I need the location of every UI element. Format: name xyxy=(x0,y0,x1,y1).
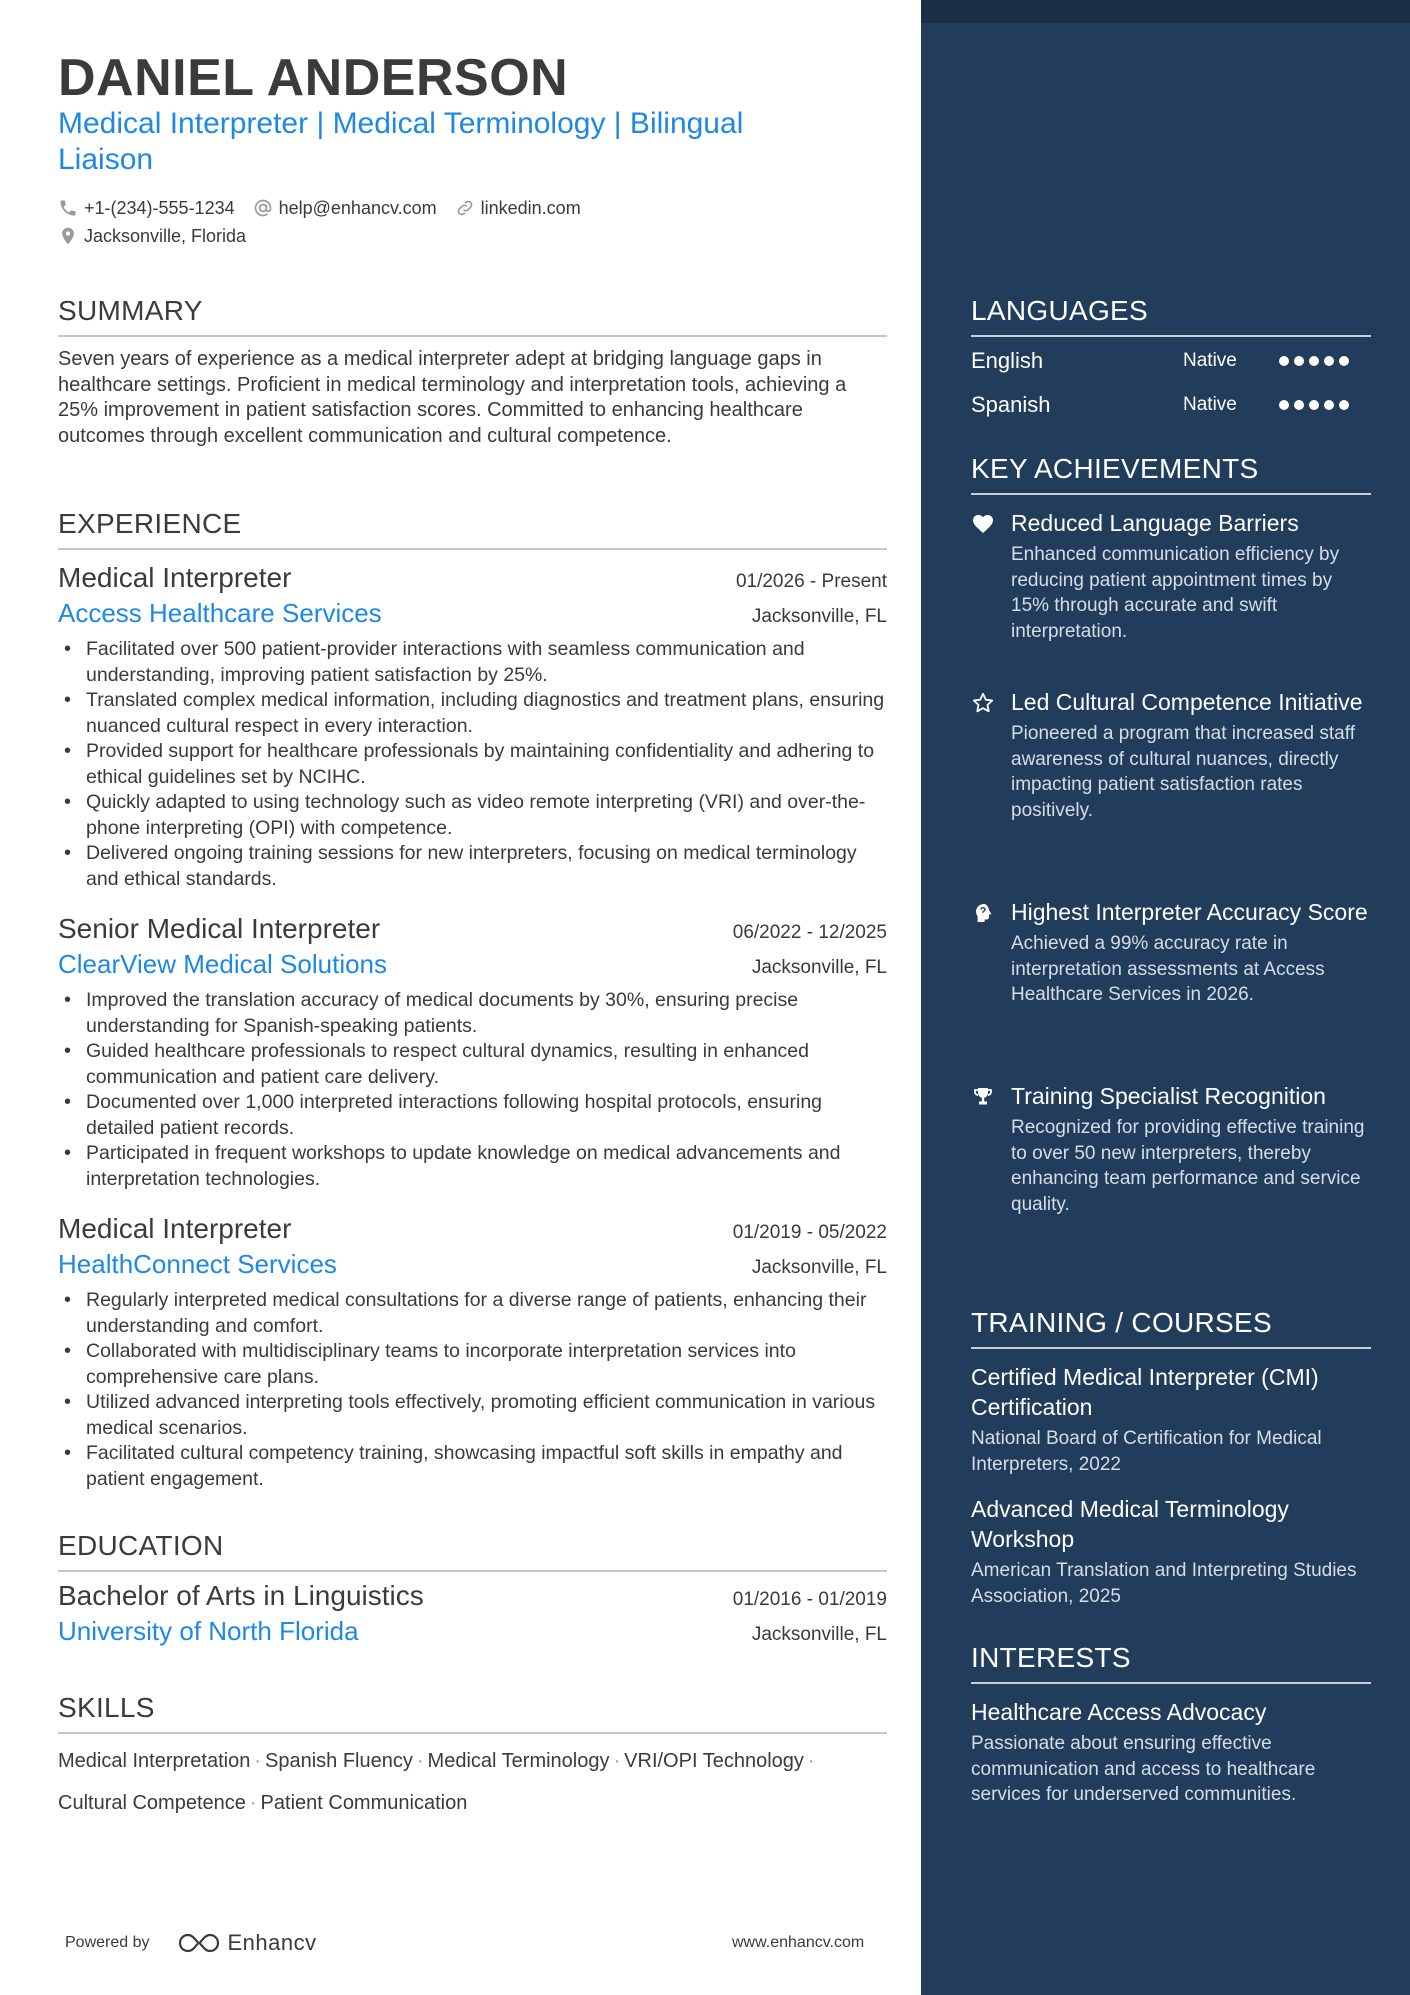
candidate-name: DANIEL ANDERSON xyxy=(58,49,569,107)
skill-item: VRI/OPI Technology xyxy=(624,1750,804,1772)
achievement-title: Led Cultural Competence Initiative xyxy=(1011,689,1363,715)
divider xyxy=(971,493,1371,495)
enhancv-logo-icon xyxy=(176,1931,222,1955)
divider xyxy=(971,1682,1371,1684)
skill-item: Medical Interpretation xyxy=(58,1750,251,1772)
trophy-icon xyxy=(971,1085,995,1109)
bullet-item: • Utilized advanced interpreting tools effectively, promoting efficient communication in various medical scenarios. xyxy=(58,1390,887,1441)
course-desc: American Translation and Interpreting Studies Association, 2025 xyxy=(971,1560,1357,1607)
job-entry xyxy=(58,1213,887,1492)
bullet-item: • Documented over 1,000 interpreted interactions following hospital protocols, ensuring detailed patient records. xyxy=(58,1090,887,1141)
skill-item: Medical Terminology xyxy=(427,1750,610,1772)
job-location: Jacksonville, FL xyxy=(751,957,887,978)
bullet-item: • Delivered ongoing training sessions for new interpreters, focusing on medical terminology and ethical standards. xyxy=(58,841,887,892)
bullet-item: • Guided healthcare professionals to respect cultural dynamics, resulting in enhanced communication and patient care delivery. xyxy=(58,1039,887,1090)
job-title: Medical Interpreter xyxy=(58,1213,292,1244)
skills-section xyxy=(58,1690,887,1824)
brand-name: Enhancv xyxy=(227,1930,317,1955)
divider xyxy=(971,335,1371,337)
experience-section xyxy=(58,506,887,550)
achievement-title: Reduced Language Barriers xyxy=(1011,510,1299,536)
course-item xyxy=(971,1362,1371,1477)
job-location: Jacksonville, FL xyxy=(751,606,887,627)
heart-icon xyxy=(971,512,995,536)
achievement-desc: Enhanced communication efficiency by reducing patient appointment times by 15% through accurate and swift interpretation. xyxy=(1011,544,1340,642)
course-item xyxy=(971,1494,1371,1609)
summary-title: SUMMARY xyxy=(58,295,203,326)
job-entry xyxy=(58,562,887,892)
brain-icon xyxy=(971,901,995,925)
location-pin-icon xyxy=(58,226,78,246)
skill-item: Patient Communication xyxy=(260,1792,468,1814)
achievement-title: Highest Interpreter Accuracy Score xyxy=(1011,899,1368,925)
language-row xyxy=(971,339,1371,383)
divider xyxy=(58,335,887,337)
sidebar xyxy=(921,0,1410,1995)
company-name: HealthConnect Services xyxy=(58,1249,337,1279)
divider xyxy=(58,1732,887,1734)
company-name: Access Healthcare Services xyxy=(58,598,382,628)
bullet-item: • Participated in frequent workshops to update knowledge on medical advancements and interpretation technologies. xyxy=(58,1141,887,1192)
phone-item xyxy=(58,198,235,219)
job-date: 01/2019 - 05/2022 xyxy=(732,1222,887,1243)
school-name: University of North Florida xyxy=(58,1616,359,1646)
summary-section xyxy=(58,293,887,449)
school-location: Jacksonville, FL xyxy=(751,1624,887,1645)
sidebar-top-band xyxy=(921,0,1410,23)
bullet-item: • Provided support for healthcare professionals by maintaining confidentiality and adhering to ethical guidelines set by NCIHC. xyxy=(58,739,887,790)
at-icon xyxy=(253,198,273,218)
powered-by-label: Powered by xyxy=(65,1934,150,1951)
bullet-item: • Collaborated with multidisciplinary teams to incorporate interpretation services into comprehensive care plans. xyxy=(58,1339,887,1390)
job-title: Medical Interpreter xyxy=(58,562,292,593)
company-name: ClearView Medical Solutions xyxy=(58,949,388,979)
training-section xyxy=(971,1305,1371,1349)
achievement-item xyxy=(971,508,1371,644)
course-title: Certified Medical Interpreter (CMI) Certification xyxy=(971,1364,1319,1420)
phone-number: +1-(234)-555-1234 xyxy=(84,197,235,218)
email-address[interactable]: help@enhancv.com xyxy=(278,197,437,218)
job-bullets xyxy=(58,637,887,892)
achievement-desc: Achieved a 99% accuracy rate in interpretation assessments at Access Healthcare Services in 2026. xyxy=(1011,933,1325,1005)
divider xyxy=(58,548,887,550)
email-item xyxy=(253,198,437,219)
job-date: 06/2022 - 12/2025 xyxy=(732,922,887,943)
language-row xyxy=(971,383,1371,427)
achievement-item xyxy=(971,897,1371,1008)
skill-item: Cultural Competence xyxy=(58,1792,246,1814)
interest-item xyxy=(971,1697,1371,1808)
achievement-item xyxy=(971,687,1371,823)
skills-title: SKILLS xyxy=(58,1692,155,1723)
course-desc: National Board of Certification for Medical Interpreters, 2022 xyxy=(971,1428,1322,1475)
bullet-item: • Translated complex medical information, including diagnostics and treatment plans, ensuring nuanced cultural respect in every interaction. xyxy=(58,688,887,739)
training-title: TRAINING / COURSES xyxy=(971,1307,1272,1338)
website-link[interactable]: www.enhancv.com xyxy=(732,1934,865,1951)
interest-title: Healthcare Access Advocacy xyxy=(971,1699,1267,1725)
achievement-item xyxy=(971,1081,1371,1217)
bullet-item: • Facilitated over 500 patient-provider interactions with seamless communication and understanding, improving patient satisfaction by 25%. xyxy=(58,637,887,688)
divider xyxy=(58,1570,887,1572)
language-level: Native xyxy=(1183,394,1237,415)
footer-branding xyxy=(65,1930,317,1956)
bullet-item: • Regularly interpreted medical consultations for a diverse range of patients, enhancing their understanding and comfort. xyxy=(58,1288,887,1339)
job-entry xyxy=(58,913,887,1192)
proficiency-dots xyxy=(1279,400,1349,410)
education-title: EDUCATION xyxy=(58,1530,224,1561)
achievements-title: KEY ACHIEVEMENTS xyxy=(971,453,1259,484)
experience-title: EXPERIENCE xyxy=(58,508,242,539)
achievements-section xyxy=(971,451,1371,495)
location-item xyxy=(58,226,246,247)
proficiency-dots xyxy=(1279,356,1349,366)
education-section xyxy=(58,1528,887,1647)
languages-section xyxy=(971,293,1371,427)
phone-icon xyxy=(58,198,78,218)
job-bullets xyxy=(58,988,887,1192)
education-date: 01/2016 - 01/2019 xyxy=(732,1589,887,1610)
job-date: 01/2026 - Present xyxy=(735,571,887,592)
bullet-item: • Quickly adapted to using technology such as video remote interpreting (VRI) and over-the-phone interpreting (OPI) with competence. xyxy=(58,790,887,841)
achievement-desc: Recognized for providing effective training to over 50 new interpreters, thereby enhancing team performance and service quality. xyxy=(1011,1117,1365,1215)
bullet-item: • Improved the translation accuracy of medical documents by 30%, ensuring precise understanding for Spanish-speaking patients. xyxy=(58,988,887,1039)
location-text: Jacksonville, Florida xyxy=(84,225,247,246)
interests-title: INTERESTS xyxy=(971,1642,1131,1673)
contact-info xyxy=(58,194,599,250)
job-title: Senior Medical Interpreter xyxy=(58,913,381,944)
job-bullets xyxy=(58,1288,887,1492)
language-name: Spanish xyxy=(971,392,1051,417)
divider xyxy=(971,1347,1371,1349)
skills-list: Medical Interpretation · Spanish Fluency · Medical Terminology · VRI/OPI Technology · Cultural Competence · Patient Communication xyxy=(58,1750,815,1814)
interest-desc: Passionate about ensuring effective communication and access to healthcare services for underserved communities. xyxy=(971,1733,1316,1805)
language-level: Native xyxy=(1183,350,1237,371)
language-name: English xyxy=(971,348,1044,373)
linkedin-item xyxy=(455,198,581,219)
languages-title: LANGUAGES xyxy=(971,295,1148,326)
star-icon xyxy=(971,691,995,715)
degree-name: Bachelor of Arts in Linguistics xyxy=(58,1580,424,1611)
skill-item: Spanish Fluency xyxy=(265,1750,413,1772)
bullet-item: • Facilitated cultural competency training, showcasing impactful soft skills in empathy and patient engagement. xyxy=(58,1441,887,1492)
interests-section xyxy=(971,1640,1371,1684)
headline: Medical Interpreter | Medical Terminology | Bilingual Liaison xyxy=(58,107,744,176)
linkedin-link[interactable]: linkedin.com xyxy=(480,197,581,218)
job-location: Jacksonville, FL xyxy=(751,1257,887,1278)
course-title: Advanced Medical Terminology Workshop xyxy=(971,1496,1289,1552)
achievement-title: Training Specialist Recognition xyxy=(1011,1083,1326,1109)
summary-text: Seven years of experience as a medical interpreter adept at bridging language gaps in healthcare settings. Proficient in medical terminology and interpretation tools, achieving a 25% improvement in patient satisfaction scores. Committed to enhancing healthcare outcomes through excellent communication and cultural competence. xyxy=(58,348,847,447)
link-icon xyxy=(455,198,475,218)
achievement-desc: Pioneered a program that increased staff awareness of cultural nuances, directly impacting patient satisfaction rates positively. xyxy=(1011,723,1355,821)
